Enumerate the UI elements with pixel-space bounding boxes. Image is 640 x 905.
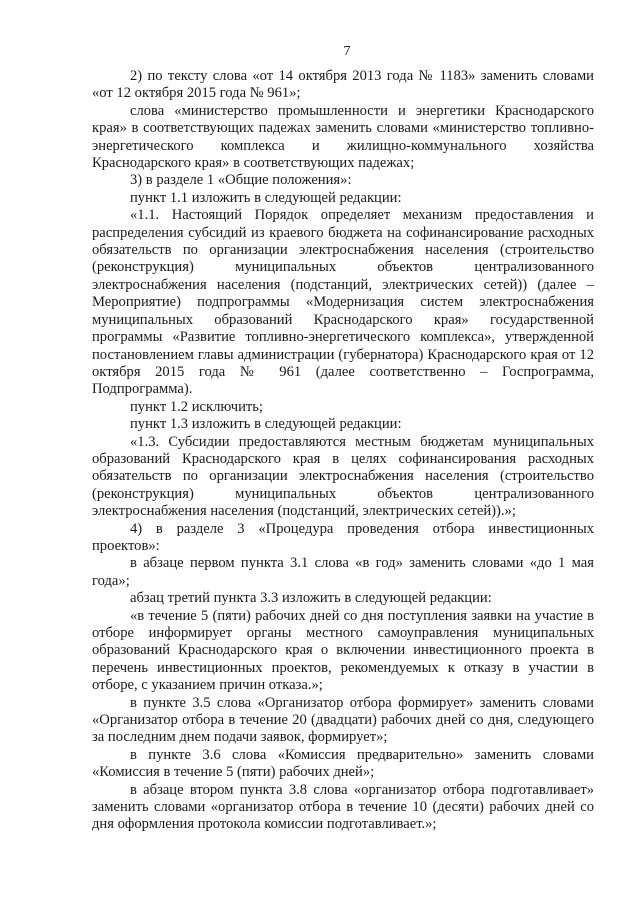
paragraph-point-3-5: в пункте 3.5 слова «Организатор отбора формирует» заменить словами «Организатор отбора в течение 20 (двадцати) рабочих дней со дня, следующего за последним днем подачи заявок, формирует»; [92,694,594,746]
page-number: 7 [343,44,351,59]
paragraph-point-1-1-intro: пункт 1.1 изложить в следующей редакции: [130,189,402,206]
paragraph-point-1-1-text: «1.1. Настоящий Порядок определяет механизм предоставления и распределения субсидий из краевого бюджета на софинансирование расходных обязательств по организации электроснабжения населения (строительство (реконструкция) муниципальных объектов централизованного электроснабжения населения (подстанций, электрических сетей)) (далее – Мероприятие) подпрограммы «Модернизация систем электроснабжения муниципальных образований Краснодарского края» государственной программы «Развитие топливно-энергетического комплекса», утвержденной постановлением главы администрации (губернатора) Краснодарского края от 12 октября 2015 года № 961 (далее соответственно – Госпрограмма, Подпрограмма). [92,207,594,398]
paragraph-item-3: 3) в разделе 1 «Общие положения»: [130,172,352,189]
paragraph-point-1-2: пункт 1.2 исключить; [130,398,263,415]
paragraph-item-4: 4) в разделе 3 «Процедура проведения отбора инвестиционных проектов»: [92,520,594,554]
paragraph-point-3-3-text: «в течение 5 (пяти) рабочих дней со дня поступления заявки на участие в отборе информирует органы местного самоуправления муниципальных образований Краснодарского края о включении инвестиционного проекта в перечень инвестиционных проектов, рекомендуемых к отказу в участии в отборе, с указанием причин отказа.»; [92,607,594,694]
paragraph-ministry-rename: слова «министерство промышленности и энергетики Краснодарского края» в соответствующих падежах заменить словами «министерство топливно-энергетического комплекса и жилищно-коммунального хозяйства Краснодарского края» в соответствующих падежах; [92,102,594,172]
paragraph-point-1-3-text: «1.3. Субсидии предоставляются местным бюджетам муниципальных образований Краснодарского края в целях софинансирования расходных обязательств по организации электроснабжения населения (строительство (реконструкция) муниципальных объектов централизованного электроснабжения населения (подстанций, электрических сетей)).»; [92,433,594,520]
paragraph-point-3-8: в абзаце втором пункта 3.8 слова «организатор отбора подготавливает» заменить словами «организатор отбора в течение 10 (десяти) рабочих дней со дня оформления протокола комиссии подготавливает.»; [92,781,594,833]
paragraph-point-3-1: в абзаце первом пункта 3.1 слова «в год» заменить словами «до 1 мая года»; [92,555,594,589]
paragraph-point-3-6: в пункте 3.6 слова «Комиссия предварительно» заменить словами «Комиссия в течение 5 (пяти) рабочих дней»; [92,746,594,781]
paragraph-item-2: 2) по тексту слова «от 14 октября 2013 года № 1183» заменить словами «от 12 октября 2015 года № 961»; [92,68,594,102]
paragraph-point-1-3-intro: пункт 1.3 изложить в следующей редакции: [130,416,402,433]
paragraph-point-3-3-intro: абзац третий пункта 3.3 изложить в следующей редакции: [130,590,492,607]
